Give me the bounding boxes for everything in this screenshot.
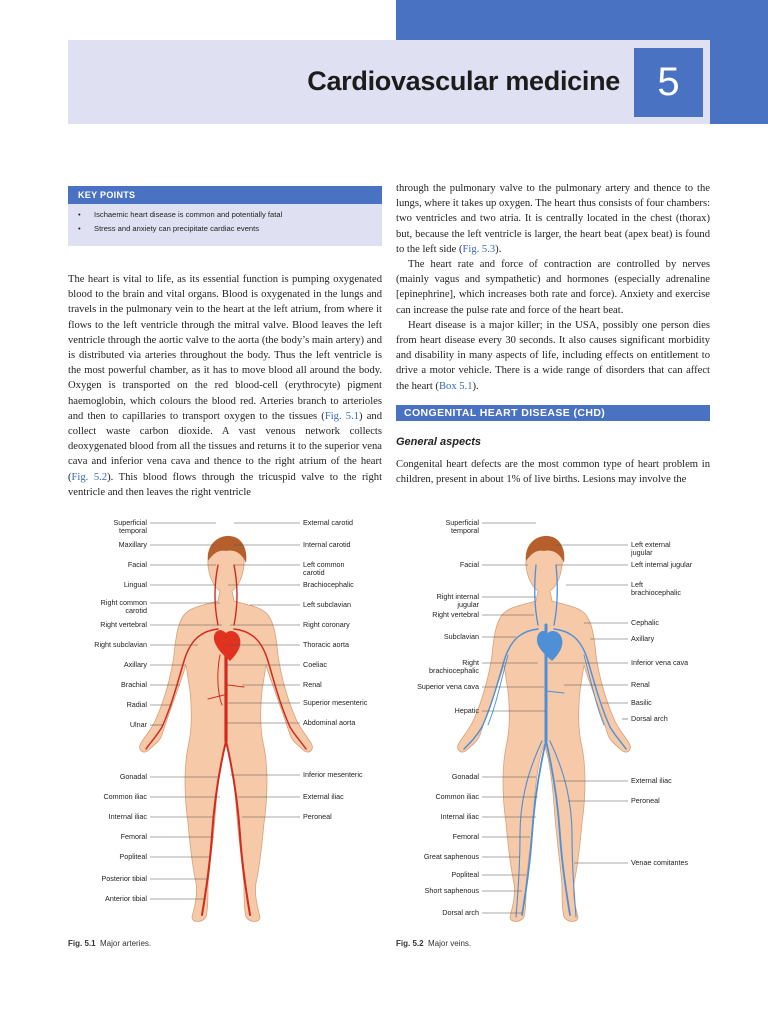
vessel-label: Right internal jugular [436, 592, 479, 609]
figure-caption: Fig. 5.2 Major veins. [396, 939, 472, 948]
vessel-label: Right common carotid [100, 598, 147, 615]
vessel-label: Great saphenous [423, 852, 479, 861]
key-point-item: • Stress and anxiety can precipitate cardiac events [78, 224, 260, 233]
vessel-label: Right subclavian [94, 640, 147, 649]
vessel-label: Gonadal [451, 772, 479, 781]
body-paragraph: Congenital heart defects are the most common type of heart problem in children, present in about 1% of live births. Lesions may involve the [396, 459, 710, 486]
vessel-label: Subclavian [443, 632, 479, 641]
vessel-label: Posterior tibial [101, 874, 147, 883]
vessel-label: Right vertebral [432, 610, 479, 619]
figure-link[interactable]: Fig. 5.3 [462, 243, 496, 255]
right-column-text [396, 181, 710, 394]
vessel-label: Inferior mesenteric [303, 770, 363, 779]
vessel-label: Internal iliac [108, 812, 147, 821]
vessel-label: Right brachiocephalic [429, 658, 479, 675]
body-silhouette [458, 539, 631, 922]
vessel-label: Right vertebral [100, 620, 147, 629]
vessel-label: Axillary [123, 660, 147, 669]
vessel-label: Anterior tibial [105, 894, 147, 903]
vessel-label: Left common carotid [303, 560, 345, 577]
vessel-label: Abdominal aorta [303, 718, 356, 727]
vessel-label: Thoracic aorta [303, 640, 349, 649]
vessel-label: Superior mesenteric [303, 698, 368, 707]
vessel-label: Hepatic [454, 706, 479, 715]
vessel-label: Left brachiocephalic [631, 580, 681, 597]
vessel-label: Internal carotid [303, 540, 351, 549]
vessel-label: Internal iliac [440, 812, 479, 821]
body-paragraph: The heart is vital to life, as its essential function is pumping oxygenated blood to the brain and vital organs. Blood is oxygenated in the lungs and travels in the pulmonary vein to the heart at the left atrium, from where it flows to the left ventricle through the mitral valve. Blood leaves the left ventricle through the aortic valve to the aorta (the body’s main artery) and is distributed via arteries throughout the body. Thus the left ventricle is the most powerful chamber, as it has to move blood all around the body. Oxygen is transported on the red blood-cell (erythrocyte) pigment haemoglobin, which colours the blood red. Arteries branch to arterioles and then to capillaries to transport oxygen to the tissues (Fig. 5.1) and collect waste carbon dioxide. A vast venous network collects deoxygenated blood from all the tissues and returns it to the superior vena cava and inferior vena cava and thence to the right atrium of the heart (Fig. 5.2). This blood flows through the tricuspid valve to the right ventricle and then leaves the right ventricle [68, 274, 383, 498]
vessel-label: Venae comitantes [631, 858, 689, 867]
vessel-label: Maxillary [118, 540, 147, 549]
vessel-label: Popliteal [451, 870, 479, 879]
vessel-label: Left internal jugular [631, 560, 693, 569]
chapter-title: Cardiovascular medicine [307, 66, 620, 96]
vessel-label: Peroneal [631, 796, 660, 805]
vessel-label: Left external jugular [631, 540, 671, 557]
key-point-item: • Ischaemic heart disease is common and potentially fatal [78, 210, 283, 219]
vessel-label: Ulnar [129, 720, 147, 729]
figure-major-veins [396, 505, 696, 930]
vessel-label: Femoral [120, 832, 147, 841]
header-accent-side [710, 40, 768, 124]
subheading: General aspects [396, 436, 481, 448]
vessel-label: Superficial temporal [445, 518, 479, 535]
left-column-text [68, 272, 382, 500]
key-points-box [68, 186, 382, 246]
vessel-label: Inferior vena cava [631, 658, 689, 667]
body-paragraph: The heart rate and force of contraction are controlled by nerves (mainly vagus and sympathetic) and hormones (especially adrenaline [epinephrine], which increases both rate and force). Anxiety and exercise can increase the pulse rate and force of the heart beat. [396, 259, 710, 316]
vessel-label: Gonadal [119, 772, 147, 781]
vessel-label: Superficial temporal [113, 518, 147, 535]
header-accent-bar [396, 0, 768, 40]
figure-link[interactable]: Fig. 5.2 [71, 471, 108, 483]
vessel-label: External iliac [303, 792, 344, 801]
chapter-number: 5 [634, 48, 703, 117]
vessel-label: Popliteal [119, 852, 147, 861]
vessel-label: Renal [631, 680, 650, 689]
vessel-label: Peroneal [303, 812, 332, 821]
vessel-label: External iliac [631, 776, 672, 785]
vessel-label: Brachiocephalic [303, 580, 354, 589]
vessel-label: External carotid [303, 518, 353, 527]
vessel-label: Radial [126, 700, 147, 709]
vessel-label: Facial [127, 560, 147, 569]
vessel-label: Femoral [452, 832, 479, 841]
key-points-heading: KEY POINTS [68, 186, 382, 204]
vessel-label: Common iliac [435, 792, 479, 801]
vessel-label: Short saphenous [424, 886, 479, 895]
figure-link[interactable]: Fig. 5.1 [324, 410, 360, 422]
vessel-label: Facial [459, 560, 479, 569]
vessel-label: Brachial [121, 680, 147, 689]
vessel-label: Left subclavian [303, 600, 351, 609]
vessel-label: Lingual [123, 580, 147, 589]
vessel-label: Superior vena cava [417, 682, 479, 691]
vessel-label: Right coronary [303, 620, 350, 629]
vessel-label: Renal [303, 680, 322, 689]
vessel-label: Common iliac [103, 792, 147, 801]
body-paragraph: through the pulmonary valve to the pulmonary artery and thence to the lungs, where it takes up oxygen. The heart thus consists of four chambers: two ventricles and two atria. It is centrally located in the chest (thorax) but, because the left ventricle is larger, the heart beat (apex beat) is found to the left side (Fig. 5.3). [396, 183, 711, 255]
vessel-label: Dorsal arch [442, 908, 479, 917]
section-heading: CONGENITAL HEART DISEASE (CHD) [396, 405, 710, 421]
vessel-label: Coeliac [303, 660, 327, 669]
vessel-label: Basilic [631, 698, 652, 707]
vessel-label: Dorsal arch [631, 714, 668, 723]
vessel-label: Cephalic [631, 618, 659, 627]
figure-caption: Fig. 5.1 Major arteries. [68, 939, 152, 948]
box-link[interactable]: Box 5.1 [438, 380, 473, 392]
vessel-label: Axillary [631, 634, 655, 643]
figure-major-arteries [68, 505, 368, 930]
body-paragraph: Heart disease is a major killer; in the USA, possibly one person dies from heart disease every 30 seconds. It also causes significant morbidity and disability in many aspects of life, including effects on entitlement to drive a motor vehicle. There is a wide range of disorders that can affect the heart (Box 5.1). [396, 319, 710, 392]
